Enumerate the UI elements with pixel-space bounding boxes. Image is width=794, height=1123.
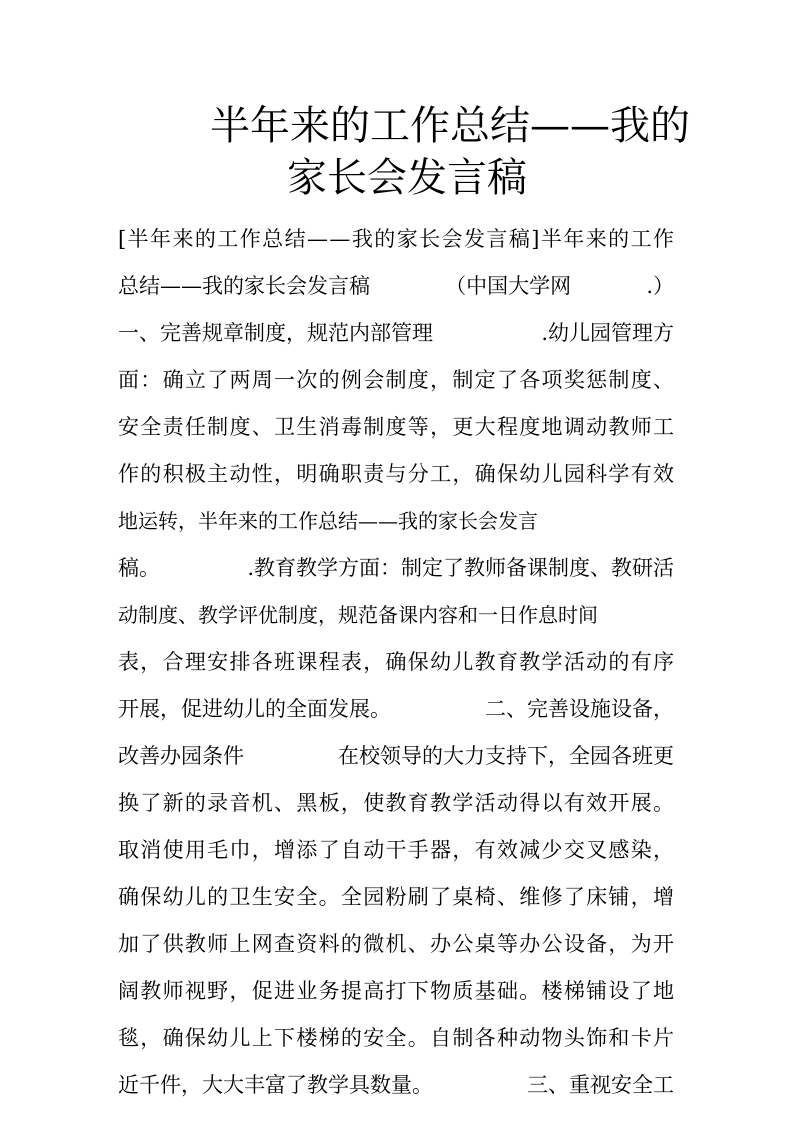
- text-segment: 近千件，大大丰富了教学具数量。: [118, 1072, 433, 1097]
- text-line: [118, 214, 674, 261]
- text-segment: 动制度、教学评优制度，规范备课内容和一日作息时间: [118, 603, 598, 627]
- text-line: [118, 1060, 674, 1107]
- text-line: [118, 684, 674, 731]
- title-line-2: 家长会发言稿: [287, 155, 527, 201]
- text-segment: 地运转，半年来的工作总结——我的家长会发言: [118, 509, 538, 533]
- text-segment: .幼儿园管理方: [541, 320, 674, 345]
- text-segment: 确保幼儿的卫生安全。全园粉刷了桌椅、维修了床铺，增: [118, 884, 676, 909]
- text-segment: 二、完善设施设备，: [485, 696, 674, 721]
- text-segment: 总结——我的家长会发言稿: [118, 273, 370, 298]
- text-line: [118, 778, 674, 825]
- text-segment: .）: [646, 273, 674, 298]
- text-segment: 阔教师视野，促进业务提高打下物质基础。楼梯铺设了地: [118, 978, 676, 1003]
- text-line: [118, 919, 674, 966]
- text-segment: 在校领导的大力支持下，全园各班更: [338, 743, 674, 768]
- text-segment: 改善办园条件: [118, 743, 244, 768]
- text-segment: 面：确立了两周一次的例会制度，制定了各项奖惩制度、: [118, 367, 676, 392]
- text-line: [118, 872, 674, 919]
- text-line: [118, 966, 674, 1013]
- text-line: [118, 637, 674, 684]
- text-line: [118, 1013, 674, 1060]
- text-segment: 换了新的录音机、黑板，使教育教学活动得以有效开展。: [118, 790, 676, 815]
- text-line: [118, 731, 674, 778]
- text-segment: 作的积极主动性，明确职责与分工，确保幼儿园科学有效: [118, 461, 676, 486]
- text-line: [118, 355, 674, 402]
- text-line: [118, 825, 674, 872]
- text-line: [118, 261, 674, 308]
- text-line: [118, 543, 674, 590]
- text-segment: （中国大学网: [445, 273, 572, 298]
- title-line-1: 半年来的工作总结——我的: [210, 103, 690, 149]
- document-body: [118, 214, 674, 1107]
- text-line: [118, 590, 674, 637]
- text-segment: .教育教学方面：制定了教师备课制度、教研活: [247, 555, 674, 580]
- text-segment: 三、重视安全工: [527, 1072, 674, 1097]
- text-segment: 取消使用毛巾，增添了自动干手器，有效减少交叉感染，: [118, 837, 676, 862]
- text-segment: 加了供教师上网查资料的微机、办公桌等办公设备，为开: [118, 931, 676, 956]
- text-segment: [半年来的工作总结——我的家长会发言稿]半年来的工作: [118, 226, 676, 251]
- text-segment: 毯，确保幼儿上下楼梯的安全。自制各种动物头饰和卡片: [118, 1025, 676, 1050]
- text-segment: 一、完善规章制度，规范内部管理: [118, 320, 433, 345]
- text-line: [118, 449, 674, 496]
- document-title: [0, 100, 794, 204]
- text-segment: 安全责任制度、卫生消毒制度等，更大程度地调动教师工: [118, 414, 676, 439]
- text-line: [118, 402, 674, 449]
- text-line: [118, 496, 674, 543]
- text-segment: 表，合理安排各班课程表，确保幼儿教育教学活动的有序: [118, 649, 676, 674]
- text-segment: 开展，促进幼儿的全面发展。: [118, 696, 391, 721]
- text-segment: 稿。: [118, 555, 160, 580]
- text-line: [118, 308, 674, 355]
